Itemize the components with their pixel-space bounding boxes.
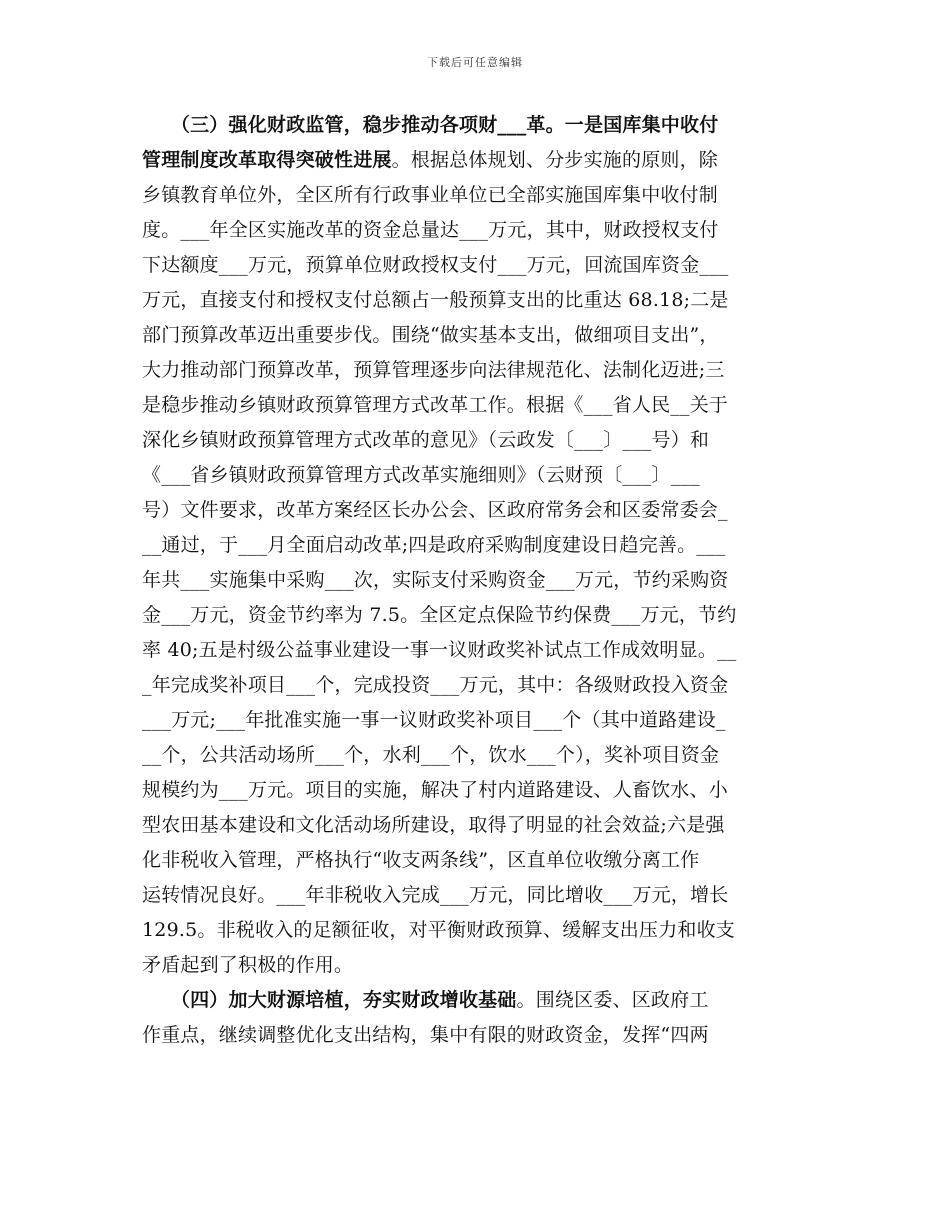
text-line (142, 143, 808, 178)
text-line (142, 668, 808, 703)
body-text: 万元，直接支付和授权支付总额占一般预算支出的比重达 68.18;二是 (142, 289, 729, 311)
text-line (142, 563, 808, 598)
body-text: ___万元;___年批准实施一事一议财政奖补项目___个（其中道路建设_ (142, 709, 726, 731)
document-body (142, 108, 808, 1053)
body-text: 乡镇教育单位外，全区所有行政事业单位已全部实施国库集中收付制 (142, 184, 719, 206)
text-line (142, 808, 808, 843)
text-line (142, 108, 808, 143)
body-text: __通过，于___月全面启动改革;四是政府采购制度建设日趋完善。___ (142, 534, 726, 556)
text-line (142, 528, 808, 563)
body-text: 大力推动部门预算改革，预算管理逐步向法律规范化、法制化迈进;三 (142, 359, 725, 381)
text-line (142, 213, 808, 248)
text-line (142, 598, 808, 633)
text-line (142, 738, 808, 773)
text-line (142, 388, 808, 423)
body-text: 作重点，继续调整优化支出结构，集中有限的财政资金，发挥“四两 (142, 1024, 709, 1046)
text-line (142, 773, 808, 808)
body-text: 运转情况良好。___年非税收入完成___万元，同比增收___万元，增长 (142, 884, 729, 906)
body-text: 化非税收入管理，严格执行“收支两条线”，区直单位收缴分离工作 (142, 849, 700, 871)
text-line (142, 178, 808, 213)
text-line (142, 1018, 808, 1053)
body-text: __个，公共活动场所___个，水利___个，饮水___个），奖补项目资金 (142, 744, 720, 766)
body-text: 度。___年全区实施改革的资金总量达___万元，其中，财政授权支付 (142, 219, 719, 241)
text-line (142, 318, 808, 353)
text-line (142, 983, 808, 1018)
text-line (142, 493, 808, 528)
body-text: 是稳步推动乡镇财政预算管理方式改革工作。根据《___省人民__关于 (142, 394, 729, 416)
body-text: 。围绕区委、区政府工 (516, 989, 709, 1011)
body-text: 下达额度___万元，预算单位财政授权支付___万元，回流国库资金___ (142, 254, 729, 276)
page-header: 下载后可任意编辑 (427, 56, 523, 69)
body-text: 矛盾起到了积极的作用。 (142, 954, 354, 976)
body-text: 深化乡镇财政预算管理方式改革的意见》（云政发〔___〕___号）和 (142, 429, 710, 451)
body-text: 率 40;五是村级公益事业建设一事一议财政奖补试点工作成效明显。__ (142, 639, 737, 661)
text-line (142, 948, 808, 983)
body-text: 。根据总体规划、分步实施的原则，除 (391, 149, 719, 171)
text-line (142, 878, 808, 913)
body-text: _年完成奖补项目___个，完成投资___万元，其中：各级财政投入资金 (142, 674, 729, 696)
text-line (142, 423, 808, 458)
body-text: 129.5。非税收入的足额征收，对平衡财政预算、缓解支出压力和收支 (142, 919, 735, 941)
text-line (142, 283, 808, 318)
text-line (142, 248, 808, 283)
text-line (142, 913, 808, 948)
body-text: 《___省乡镇财政预算管理方式改革实施细则》（云财预〔___〕___ (142, 464, 700, 486)
body-text: 年共___实施集中采购___次，实际支付采购资金___万元，节约采购资 (142, 569, 729, 591)
body-text: 部门预算改革迈出重要步伐。围绕“做实基本支出，做细项目支出”， (142, 324, 719, 346)
text-line (142, 633, 808, 668)
text-line (142, 703, 808, 738)
bold-heading-text: （三）强化财政监管，稳步推动各项财___革。一是国库集中收付 (142, 114, 719, 136)
text-line (142, 353, 808, 388)
text-line (142, 458, 808, 493)
body-text: 型农田基本建设和文化活动场所建设，取得了明显的社会效益;六是强 (142, 814, 725, 836)
body-text: 金___万元，资金节约率为 7.5。全区定点保险节约保费___万元，节约 (142, 604, 737, 626)
text-line (142, 843, 808, 878)
bold-heading-text: （四）加大财源培植，夯实财政增收基础 (142, 989, 517, 1011)
body-text: 规模约为___万元。项目的实施，解决了村内道路建设、人畜饮水、小 (142, 779, 728, 801)
bold-heading-text: 管理制度改革取得突破性进展 (142, 149, 392, 171)
body-text: 号）文件要求，改革方案经区长办公会、区政府常务会和区委常委会_ (142, 499, 728, 521)
